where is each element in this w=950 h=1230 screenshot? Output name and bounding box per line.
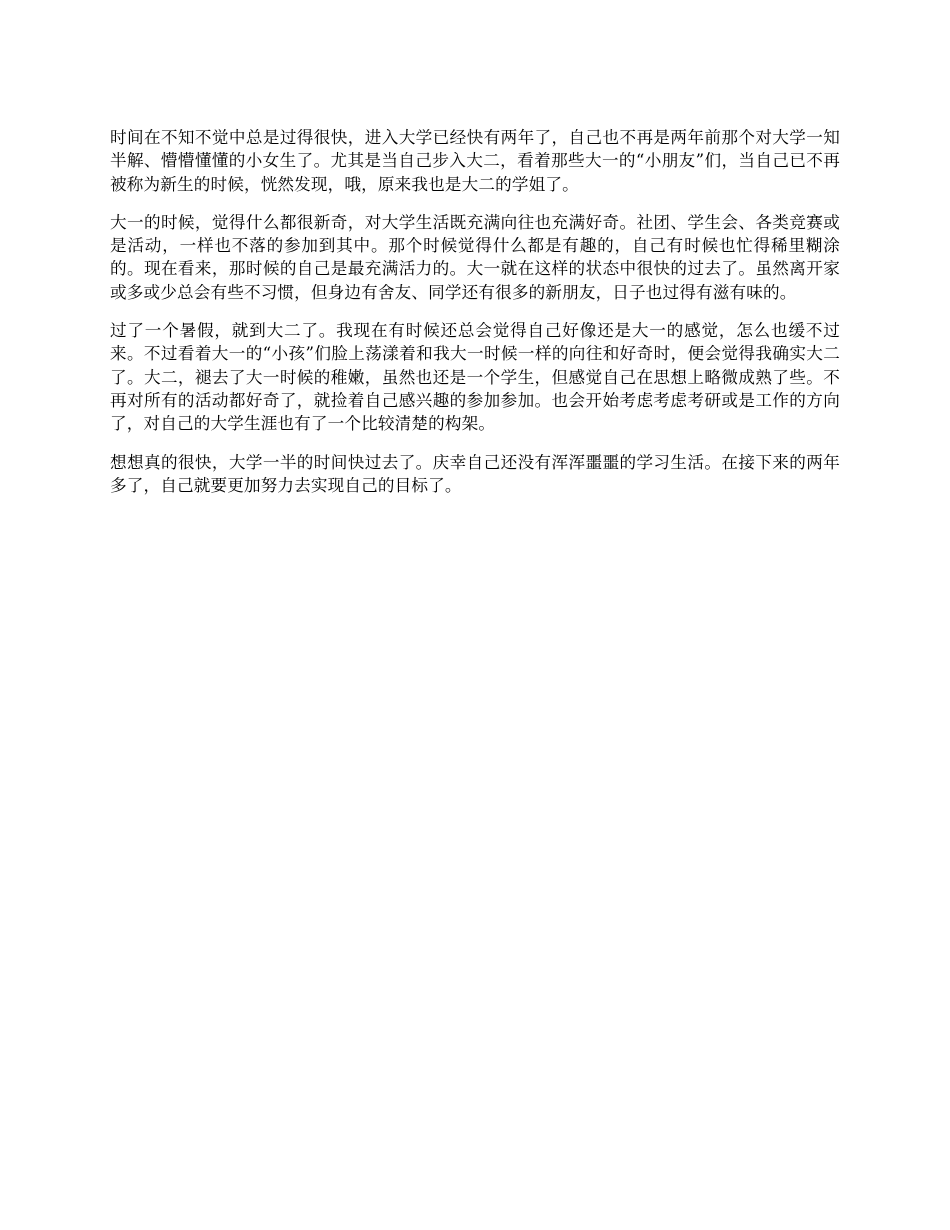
paragraph-3: 过了一个暑假，就到大二了。我现在有时候还总会觉得自己好像还是大一的感觉，怎么也缓不过来。不过看着大一的“小孩”们脸上荡漾着和我大一时候一样的向往和好奇时，便会觉得我确实大二了。大二，褪去了大一时候的稚嫩，虽然也还是一个学生，但感觉自己在思想上略微成熟了些。不再对所有的活动都好奇了，就捡着自己感兴趣的参加参加。也会开始考虑考虑考研或是工作的方向了，对自己的大学生涯也有了一个比较清楚的构架。 xyxy=(110,321,840,434)
document-body xyxy=(110,126,840,512)
paragraph-1: 时间在不知不觉中总是过得很快，进入大学已经快有两年了，自己也不再是两年前那个对大学一知半解、懵懵懂懂的小女生了。尤其是当自己步入大二，看着那些大一的“小朋友”们，当自己已不再被称为新生的时候，恍然发现，哦，原来我也是大二的学姐了。 xyxy=(110,128,840,194)
paragraph-4: 想想真的很快，大学一半的时间快过去了。庆幸自己还没有浑浑噩噩的学习生活。在接下来的两年多了，自己就要更加努力去实现自己的目标了。 xyxy=(110,452,840,495)
paragraph-2: 大一的时候，觉得什么都很新奇，对大学生活既充满向往也充满好奇。社团、学生会、各类竞赛或是活动，一样也不落的参加到其中。那个时候觉得什么都是有趣的，自己有时候也忙得稀里糊涂的。现在看来，那时候的自己是最充满活力的。大一就在这样的状态中很快的过去了。虽然离开家或多或少总会有些不习惯，但身边有舍友、同学还有很多的新朋友，日子也过得有滋有味的。 xyxy=(110,212,840,302)
